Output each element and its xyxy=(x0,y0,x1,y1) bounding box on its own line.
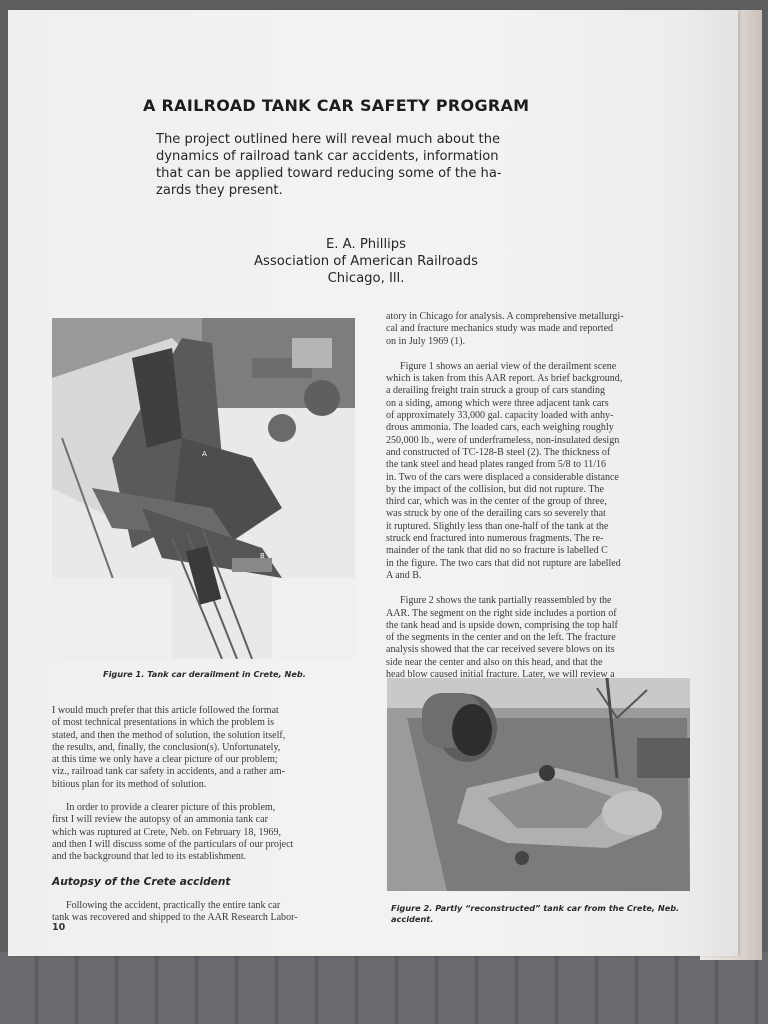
left-column-continuation xyxy=(52,900,298,925)
author-affiliation: Association of American Railroads xyxy=(254,254,478,269)
figure-2-caption: Figure 2. Partly “reconstructed” tank car from the Crete, Neb. accident. xyxy=(391,903,680,924)
author-location: Chicago, Ill. xyxy=(327,271,405,286)
paragraph: atory in Chicago for analysis. A comprehensive metallurgi- cal and fracture mechanics study was made and reported on in July 1969 (1). xyxy=(386,311,624,347)
figure-label-b: B xyxy=(260,552,265,560)
abstract-line: The project outlined here will reveal much about the xyxy=(156,132,501,147)
article-title: A RAILROAD TANK CAR SAFETY PROGRAM xyxy=(143,96,530,115)
floor-background xyxy=(0,952,768,1024)
paragraph: Figure 2 shows the tank partially reassembled by the AAR. The segment on the right side includes a portion of the tank head and is upside down, comprising the top half of the segments in the center and on the left. The fracture analysis showed that the car received severe blows on its side near the center and also on this head, and that the head blow caused initial fracture. Later, we will review a xyxy=(386,595,618,681)
paragraph: I would much prefer that this article followed the format of most technical presentations in which the problem is stated, and then the method of solution, the solution itself, the results, and, finally, the conclusion(s). Unfortunately, at this time we only have a clear picture of our problem; viz., railroad tank car safety in accidents, and a rather am- bitious plan for its method of solution. xyxy=(52,705,286,790)
paragraph: Following the accident, practically the entire tank car tank was recovered and shipped to the AAR Research Labor- xyxy=(52,900,298,924)
author-byline xyxy=(200,236,532,287)
figure-1-caption: Figure 1. Tank car derailment in Crete, Neb. xyxy=(103,669,306,679)
figure-1-photo xyxy=(52,318,355,659)
figure-2-photo xyxy=(387,678,690,891)
abstract-line: that can be applied toward reducing some of the ha- xyxy=(156,166,502,181)
figure-label-c: C xyxy=(244,534,249,542)
paragraph: In order to provide a clearer picture of this problem, first I will review the autopsy of an ammonia tank car which was ruptured at Crete, Neb. on February 18, 1969, and then I will discuss some of the particulars of our project and the background that led to its establishment. xyxy=(52,802,294,863)
page-number: 10 xyxy=(52,922,66,933)
author-name: E. A. Phillips xyxy=(325,237,407,252)
left-column-text xyxy=(52,705,293,864)
paragraph: Figure 1 shows an aerial view of the derailment scene which is taken from this AAR report. As brief background, a derailing freight train struck a group of cars standing on a siding, among which were three adjacent tank cars of approximately 33,000 gal. capacity loaded with anhy- drous ammonia. The loaded cars, each weighing roughly 250,000 lb., were of underframeless, non-insulated design and constructed of TC-128-B steel (2). The thickness of the tank steel and head plates ranged from 5/8 to 11/16 in. Two of the cars were displaced a considerable distance by the impact of the collision, but did not rupture. The third car, which was in the center of the group of three, was struck by one of the derailing cars so severely that it ruptured. Slightly less than one-half of the tank at the struck end fractured into numerous fragments. The re- mainder of the tank that did no so fracture is labelled C in the figure. The two cars that did not rupture are labelled A and B. xyxy=(386,360,623,581)
abstract-line: zards they present. xyxy=(156,183,283,198)
abstract-line: dynamics of railroad tank car accidents, information xyxy=(156,149,499,164)
article-abstract xyxy=(156,131,586,199)
section-heading: Autopsy of the Crete accident xyxy=(52,876,231,888)
right-column-text xyxy=(386,311,624,681)
figure-label-a: A xyxy=(202,450,207,458)
